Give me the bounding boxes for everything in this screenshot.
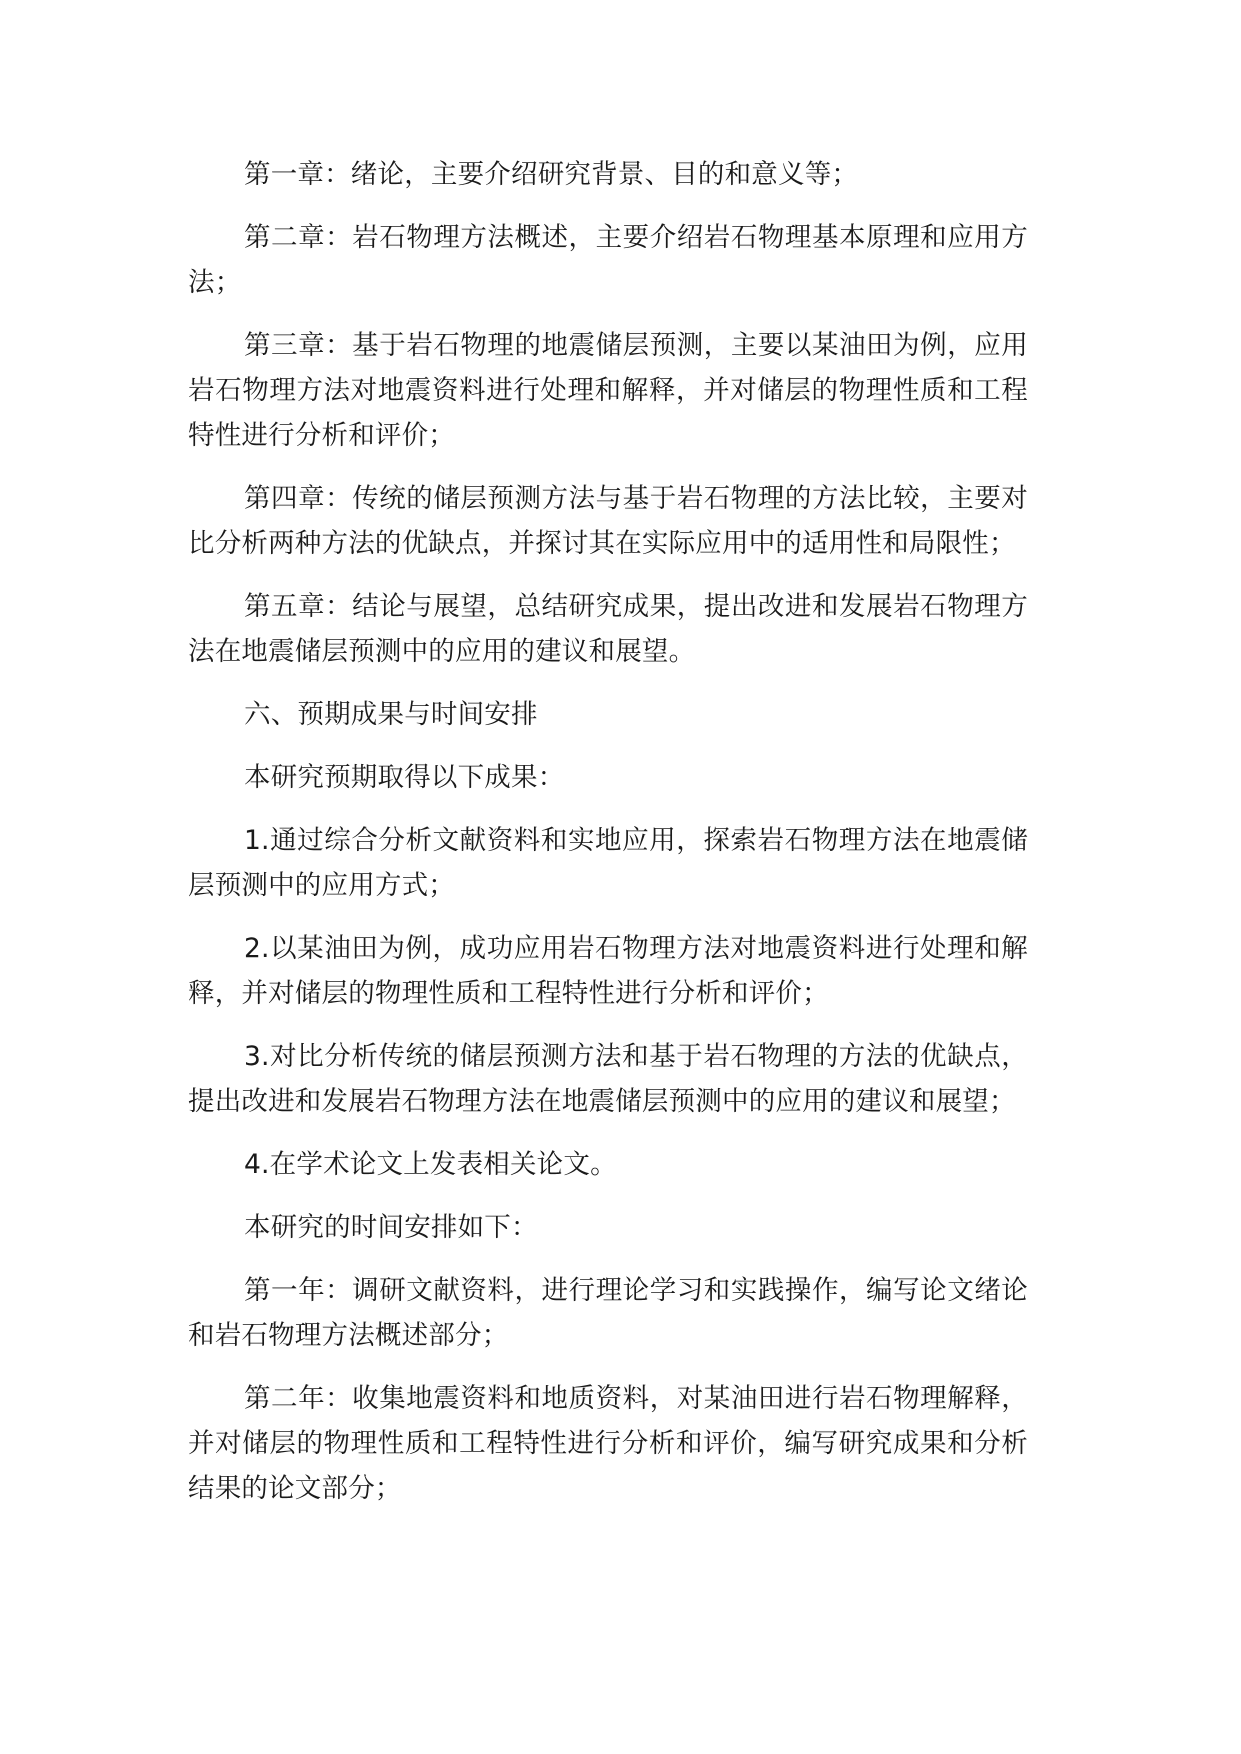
list-item-result-2: 2.以某油田为例，成功应用岩石物理方法对地震资料进行处理和解释，并对储层的物理性质和工程特性进行分析和评价； [188, 933, 1028, 1009]
paragraph-chapter-3: 第三章：基于岩石物理的地震储层预测，主要以某油田为例，应用岩石物理方法对地震资料进行处理和解释，并对储层的物理性质和工程特性进行分析和评价； [188, 330, 1028, 451]
section-heading-expected-results: 六、预期成果与时间安排 [244, 699, 538, 730]
list-item-result-3: 3.对比分析传统的储层预测方法和基于岩石物理的方法的优缺点，提出改进和发展岩石物理方法在地震储层预测中的应用的建议和展望； [188, 1041, 1028, 1117]
paragraph-results-intro: 本研究预期取得以下成果： [244, 762, 565, 793]
paragraph-schedule-year-1: 第一年：调研文献资料，进行理论学习和实践操作，编写论文绪论和岩石物理方法概述部分； [188, 1275, 1028, 1351]
paragraph-schedule-intro: 本研究的时间安排如下： [244, 1212, 538, 1243]
paragraph-chapter-5: 第五章：结论与展望，总结研究成果，提出改进和发展岩石物理方法在地震储层预测中的应用的建议和展望。 [188, 591, 1028, 667]
list-item-result-4: 4.在学术论文上发表相关论文。 [244, 1149, 617, 1180]
paragraph-chapter-1: 第一章：绪论，主要介绍研究背景、目的和意义等； [244, 159, 859, 190]
paragraph-schedule-year-2: 第二年：收集地震资料和地质资料，对某油田进行岩石物理解释，并对储层的物理性质和工程特性进行分析和评价，编写研究成果和分析结果的论文部分； [188, 1383, 1028, 1504]
list-item-result-1: 1.通过综合分析文献资料和实地应用，探索岩石物理方法在地震储层预测中的应用方式； [188, 825, 1028, 901]
document-body [188, 152, 1028, 1529]
paragraph-chapter-4: 第四章：传统的储层预测方法与基于岩石物理的方法比较，主要对比分析两种方法的优缺点，并探讨其在实际应用中的适用性和局限性； [188, 483, 1028, 559]
paragraph-chapter-2: 第二章：岩石物理方法概述，主要介绍岩石物理基本原理和应用方法； [188, 222, 1028, 298]
